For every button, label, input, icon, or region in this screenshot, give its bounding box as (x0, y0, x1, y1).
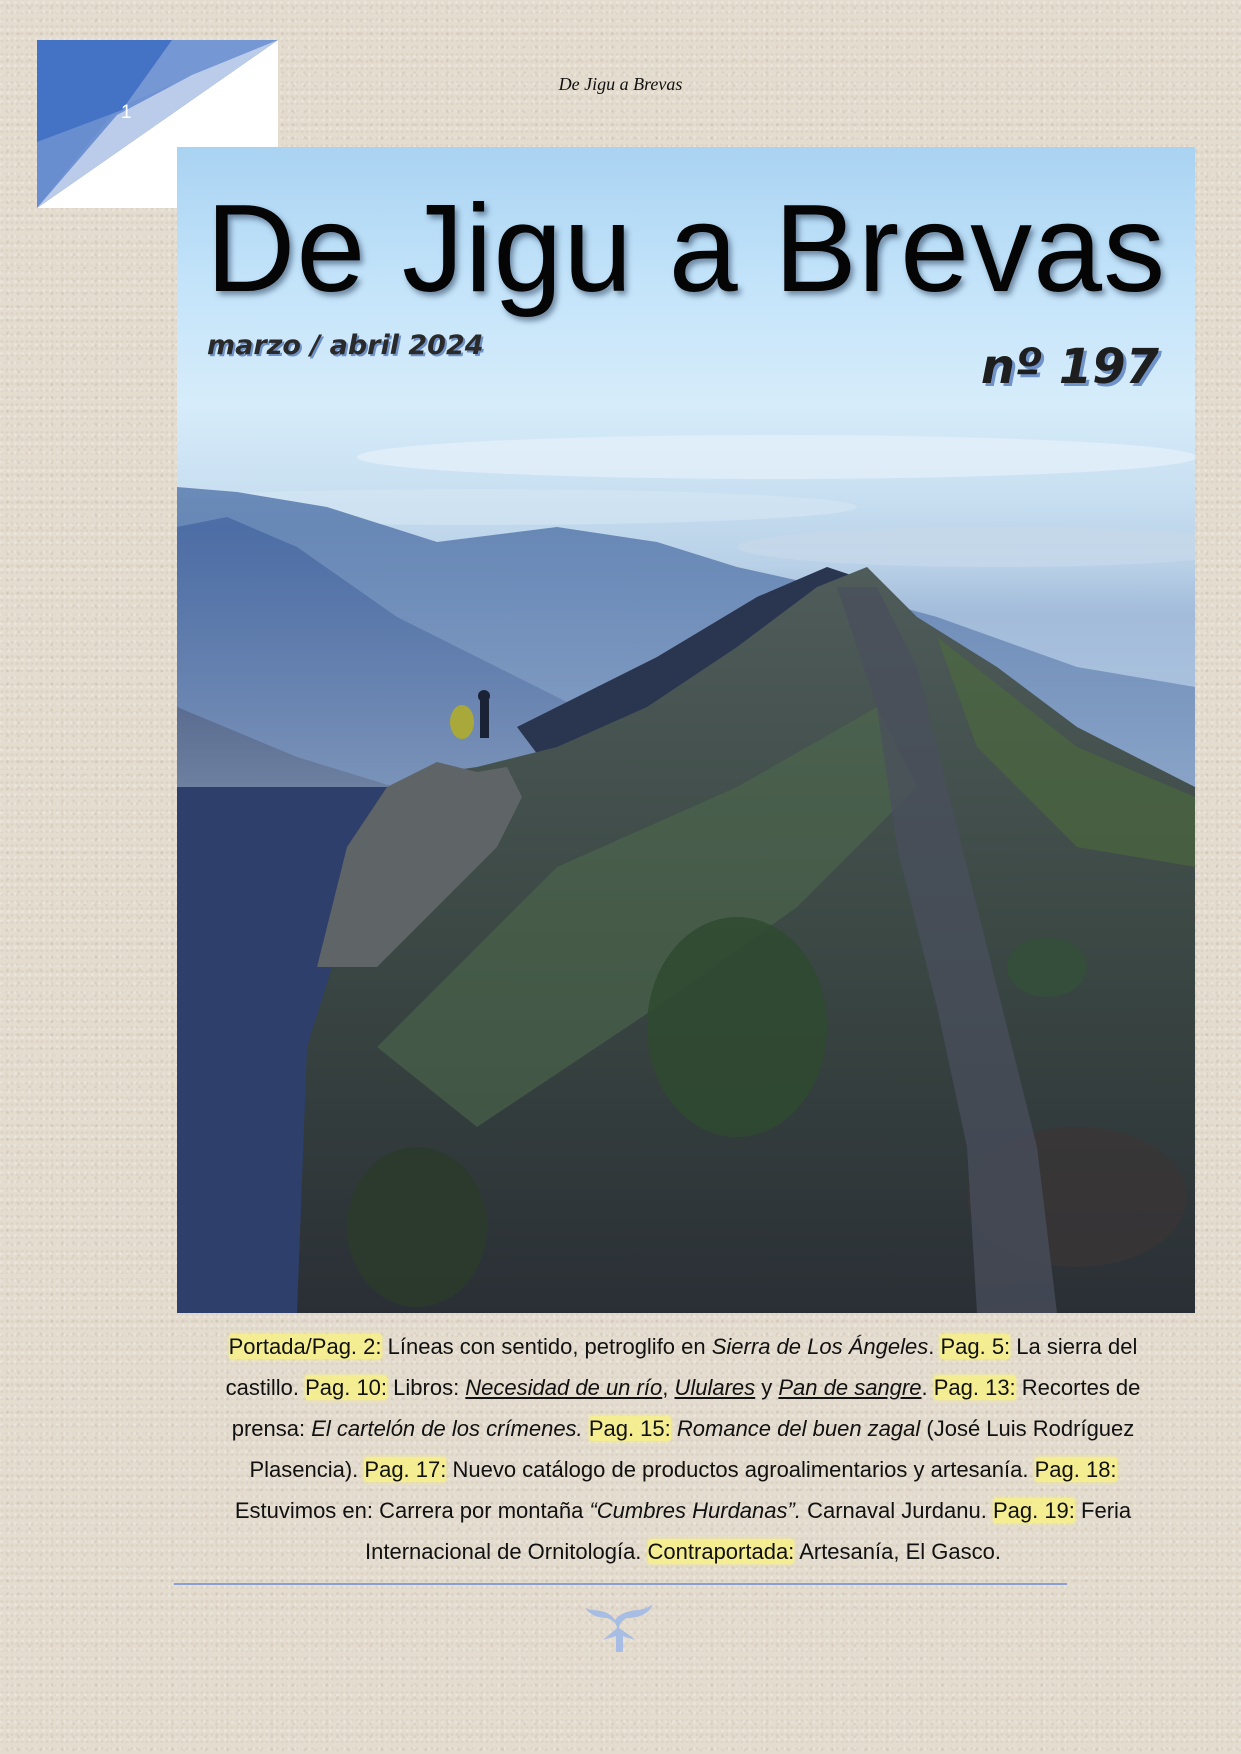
cover-photo (177, 147, 1195, 1313)
toc-page-label: Pag. 18: (1034, 1457, 1117, 1482)
toc-entry: Pag. 15: Romance del buen zagal (José Luis Rodríguez Plasencia). (249, 1416, 1135, 1482)
issue-number: nº 197 (980, 339, 1159, 395)
person-figure (480, 700, 489, 738)
page-number: 1 (121, 102, 132, 123)
toc-entry: Pag. 18: Estuvimos en: Carrera por montaña “Cumbres Hurdanas”. Carnaval Jurdanu. (234, 1457, 1117, 1523)
book-title: Ululares (674, 1375, 756, 1400)
book-title: Pan de sangre (778, 1375, 922, 1400)
toc-entry: Pag. 17: Nuevo catálogo de productos agroalimentarios y artesanía. (364, 1457, 1035, 1482)
toc-page-label: Pag. 15: (588, 1416, 671, 1441)
toc-entry: Contraportada: Artesanía, El Gasco. (647, 1539, 1001, 1564)
toc-entry: Pag. 10: Libros: Necesidad de un río, Ululares y Pan de sangre. (305, 1375, 934, 1400)
book-title: Necesidad de un río (465, 1375, 663, 1400)
toc-page-label: Pag. 19: (992, 1498, 1075, 1523)
toc-entry: Portada/Pag. 2: Líneas con sentido, petroglifo en Sierra de Los Ángeles. (228, 1334, 941, 1359)
toc-entry: Pag. 13: Recortes de prensa: El cartelón de los crímenes. (231, 1375, 1141, 1441)
running-header: De Jigu a Brevas (558, 74, 683, 94)
toc-entry: Pag. 19: Feria Internacional de Ornitología. (365, 1498, 1132, 1564)
toc-page-label: Contraportada: (647, 1539, 795, 1564)
contents-summary (210, 1326, 1156, 1572)
toc-page-label: Pag. 5: (940, 1334, 1011, 1359)
toc-page-label: Pag. 10: (305, 1375, 388, 1400)
mountain-landscape-image (177, 147, 1195, 1313)
toc-entry: Pag. 5: La sierra del castillo. (225, 1334, 1138, 1400)
issue-date: marzo / abril 2024 (207, 330, 484, 361)
toc-page-label: Portada/Pag. 2: (228, 1334, 382, 1359)
toc-page-label: Pag. 17: (364, 1457, 447, 1482)
magazine-title: De Jigu a Brevas (205, 180, 1167, 318)
fleuron-ornament-icon (583, 1600, 655, 1657)
horizontal-divider (174, 1583, 1067, 1585)
toc-page-label: Pag. 13: (933, 1375, 1016, 1400)
